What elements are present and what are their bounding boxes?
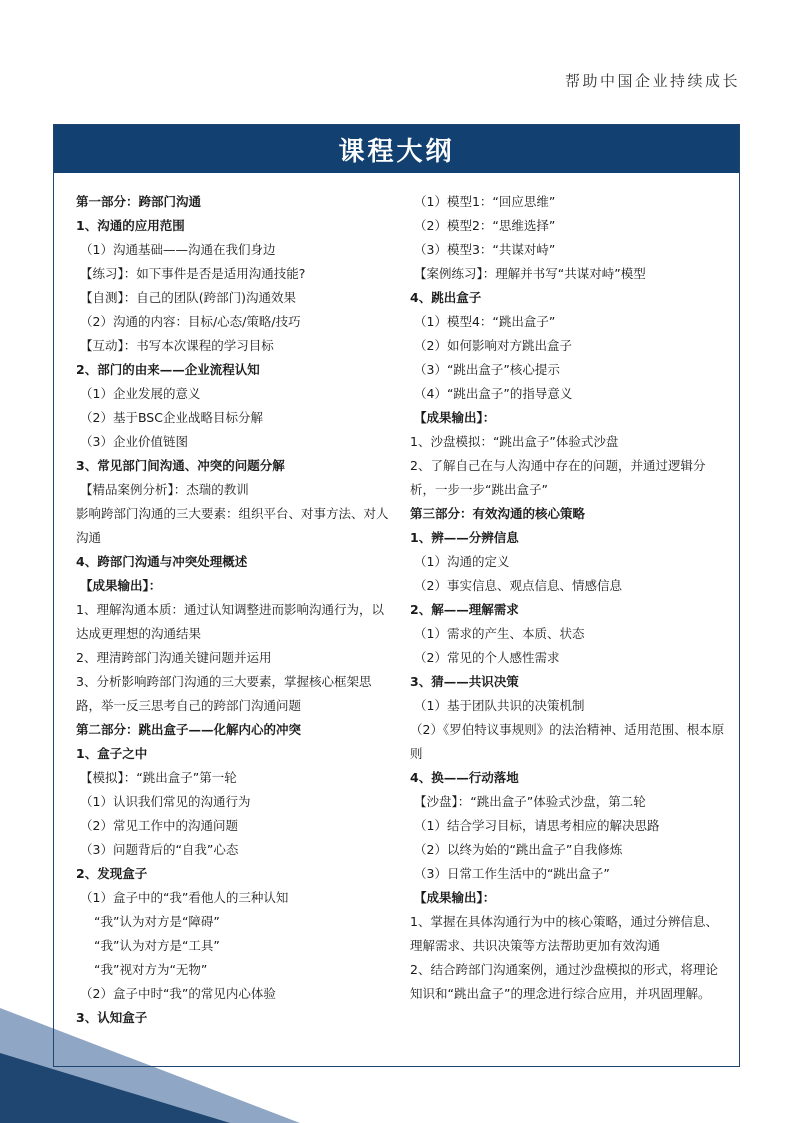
outline-line: 第三部分：有效沟通的核心策略 bbox=[410, 506, 586, 521]
outline-line: 2、结合跨部门沟通案例，通过沙盘模拟的形式，将理论知识和“跳出盒子”的理念进行综合应用，并巩固理解。 bbox=[410, 962, 718, 1001]
course-outline-frame bbox=[53, 124, 740, 1067]
outline-line: 3、认知盒子 bbox=[76, 1010, 148, 1025]
outline-line: （2）《罗伯特议事规则》的法治精神、适用范围、根本原则 bbox=[410, 722, 725, 761]
outline-line: 2、发现盒子 bbox=[76, 866, 148, 881]
outline-line: （2）事实信息、观点信息、情感信息 bbox=[414, 578, 622, 593]
outline-line: （1）模型4：“跳出盒子” bbox=[414, 314, 556, 329]
page-title: 课程大纲 bbox=[338, 136, 455, 167]
outline-line: 【精品案例分析】：杰瑞的教训 bbox=[80, 482, 249, 497]
outline-line: 【案例练习】：理解并书写“共谋对峙”模型 bbox=[414, 266, 646, 281]
outline-line: 2、解——理解需求 bbox=[410, 602, 519, 617]
outline-line: 1、辨——分辨信息 bbox=[410, 530, 519, 545]
outline-line: （1）基于团队共识的决策机制 bbox=[414, 698, 585, 713]
outline-line: 【自测】：自己的团队(跨部门)沟通效果 bbox=[80, 290, 297, 305]
outline-line: （1）企业发展的意义 bbox=[80, 386, 201, 401]
outline-line: （2）如何影响对方跳出盒子 bbox=[414, 338, 572, 353]
outline-line: 3、猜——共识决策 bbox=[410, 674, 519, 689]
outline-line: 2、部门的由来——企业流程认知 bbox=[76, 362, 260, 377]
outline-line: （2）以终为始的“跳出盒子”自我修炼 bbox=[414, 842, 623, 857]
outline-line: 【模拟】：“跳出盒子”第一轮 bbox=[80, 770, 237, 785]
outline-line: 【成果输出】： bbox=[414, 890, 496, 905]
outline-line: 影响跨部门沟通的三大要素：组织平台、对事方法、对人沟通 bbox=[76, 506, 389, 545]
outline-line: （3）“跳出盒子”核心提示 bbox=[414, 362, 560, 377]
outline-line: （2）模型2：“思维选择” bbox=[414, 218, 556, 233]
outline-line: 2、理清跨部门沟通关键问题并运用 bbox=[76, 650, 272, 665]
outline-line: （1）结合学习目标，请思考相应的解决思路 bbox=[414, 818, 660, 833]
title-bar bbox=[54, 125, 739, 173]
outline-line: 第二部分：跳出盒子——化解内心的冲突 bbox=[76, 722, 302, 737]
outline-line: 1、理解沟通本质：通过认知调整进而影响沟通行为，以达成更理想的沟通结果 bbox=[76, 602, 384, 641]
outline-line: “我”认为对方是“工具” bbox=[94, 938, 220, 953]
outline-line: （4）“跳出盒子”的指导意义 bbox=[414, 386, 573, 401]
outline-line: （1）沟通基础——沟通在我们身边 bbox=[80, 242, 276, 257]
outline-line: “我”视对方为“无物” bbox=[94, 962, 208, 977]
outline-line: 4、跳出盒子 bbox=[410, 290, 482, 305]
outline-line: 【成果输出】： bbox=[414, 410, 496, 425]
outline-line: （3）企业价值链图 bbox=[80, 434, 188, 449]
outline-line: 3、分析影响跨部门沟通的三大要素，掌握核心框架思路，举一反三思考自己的跨部门沟通问题 bbox=[76, 674, 372, 713]
outline-line: 1、盒子之中 bbox=[76, 746, 148, 761]
outline-line: （3）问题背后的“自我”心态 bbox=[80, 842, 239, 857]
outline-line: （1）需求的产生、本质、状态 bbox=[414, 626, 585, 641]
outline-line: “我”认为对方是“障碍” bbox=[94, 914, 220, 929]
outline-line: （2）盒子中时“我”的常见内心体验 bbox=[80, 986, 276, 1001]
outline-line: （1）盒子中的“我”看他人的三种认知 bbox=[80, 890, 289, 905]
outline-line: （3）模型3：“共谋对峙” bbox=[414, 242, 556, 257]
header-tagline: 帮助中国企业持续成长 bbox=[564, 72, 740, 90]
outline-line: 1、沟通的应用范围 bbox=[76, 218, 185, 233]
outline-line: （2）沟通的内容：目标/心态/策略/技巧 bbox=[80, 314, 301, 329]
outline-line: （2）常见的个人感性需求 bbox=[414, 650, 560, 665]
outline-line: 4、跨部门沟通与冲突处理概述 bbox=[76, 554, 248, 569]
outline-line: 2、了解自己在与人沟通中存在的问题，并通过逻辑分析，一步一步“跳出盒子” bbox=[410, 458, 706, 497]
outline-line: （2）基于BSC企业战略目标分解 bbox=[80, 410, 263, 425]
right-column bbox=[410, 190, 726, 1006]
outline-line: 4、换——行动落地 bbox=[410, 770, 519, 785]
outline-line: 【练习】：如下事件是否是适用沟通技能? bbox=[80, 266, 306, 281]
outline-line: （2）常见工作中的沟通问题 bbox=[80, 818, 238, 833]
outline-line: （3）日常工作生活中的“跳出盒子” bbox=[414, 866, 610, 881]
outline-line: 1、沙盘模拟：“跳出盒子”体验式沙盘 bbox=[410, 434, 619, 449]
outline-line: 【沙盘】：“跳出盒子”体验式沙盘，第二轮 bbox=[414, 794, 646, 809]
outline-line: 3、常见部门间沟通、冲突的问题分解 bbox=[76, 458, 285, 473]
left-column bbox=[76, 190, 396, 1030]
outline-line: 第一部分：跨部门沟通 bbox=[76, 194, 202, 209]
outline-line: （1）模型1：“回应思维” bbox=[414, 194, 556, 209]
outline-line: 【互动】：书写本次课程的学习目标 bbox=[80, 338, 274, 353]
outline-line: 1、掌握在具体沟通行为中的核心策略，通过分辨信息、理解需求、共识决策等方法帮助更加有效沟通 bbox=[410, 914, 718, 953]
outline-line: （1）认识我们常见的沟通行为 bbox=[80, 794, 251, 809]
outline-line: 【成果输出】： bbox=[80, 578, 162, 593]
outline-line: （1）沟通的定义 bbox=[414, 554, 510, 569]
